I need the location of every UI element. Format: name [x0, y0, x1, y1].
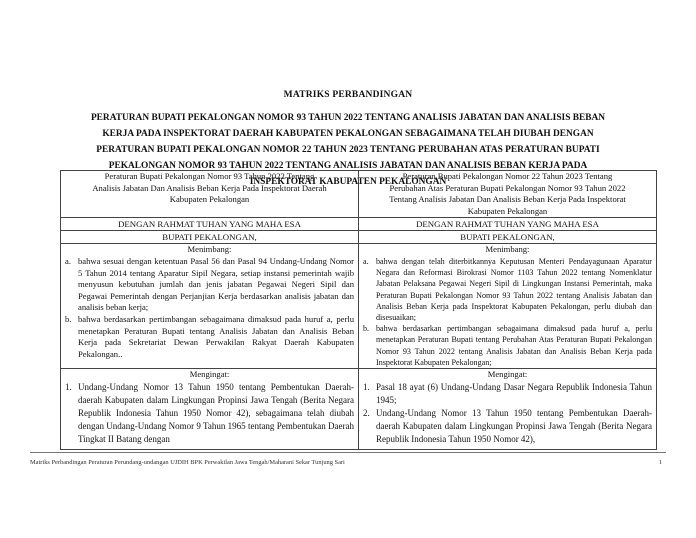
document-title: MATRIKS PERBANDINGAN	[283, 90, 413, 100]
title-line: Kabupaten Pekalongan	[169, 194, 250, 205]
list-item-text: bahwa sesuai dengan ketentuan Pasal 56 dan Pasal 94 Undang-Undang Nomor 5 Tahun 2014 tentang Aparatur Sipil Negara, setiap instansi pemerintah wajib menyusun kebutuhan jumlah dan jenis jabatan Pegawai Negeri Sipil dan Pegawai Pemerintah dengan Perjanjian Kerja berdasarkan analisis jabatan dan analisis beban kerja;	[78, 255, 354, 313]
menimbang-label: Menimbang:	[187, 244, 232, 255]
left-mengingat	[61, 369, 359, 450]
list-item-text: Undang-Undang Nomor 13 Tahun 1950 tentang Pembentukan Daerah-daerah Kabupaten dalam Lingkungan Propinsi Jawa Tengah (Berita Negara Republik Indonesia Tahun 1950 Nomor 42), sebagaimana telah diubah dengan Undang-Undang Nomor 9 Tahun 1965 tentang Pembentukan Daerah Tingkat II Batang dengan	[78, 381, 354, 444]
left-regulation-title	[61, 171, 359, 218]
list-item-text: bahwa berdasarkan pertimbangan sebagaimana dimaksud pada huruf a, perlu menetapkan Peraturan Bupati tentang Perubahan Atas Peraturan Bupati Pekalongan Nomor 93 Tahun 2022 tentang Analisis Jabatan dan Analisis Beban Kerja pada Inspektorat Kabupaten Pekalongan;	[376, 324, 652, 367]
menimbang-list	[65, 256, 354, 360]
right-mengingat	[359, 369, 657, 450]
subtitle-line: PEKALONGAN NOMOR 93 TAHUN 2022 TENTANG ANALISIS JABATAN DAN ANALISIS BEBAN KERJA PADA	[108, 161, 588, 171]
mengingat-row	[61, 369, 657, 450]
list-marker: 2.	[363, 407, 370, 418]
mengingat-label: Mengingat:	[189, 369, 230, 379]
list-item-text: bahwa berdasarkan pertimbangan sebagaimana dimaksud pada huruf a, perlu menetapkan Peraturan Bupati tentang Analisis Jabatan dan Analisis Beban Kerja pada Sekretariat Dewan Perwakilan Rakyat Daerah Kabupaten Pekalongan..	[78, 313, 354, 359]
right-rahmat: DENGAN RAHMAT TUHAN YANG MAHA ESA	[359, 218, 657, 231]
right-regulation-title	[359, 171, 657, 218]
title-line: Peraturan Bupati Pekalongan Nomor 93 Tahun 2022 Tentang	[104, 171, 315, 181]
list-item-text: bahwa dengan telah diterbitkannya Keputusan Menteri Pendayagunaan Aparatur Negara dan Reformasi Birokrasi Nomor 1103 Tahun 2022 tentang Nomenklatur Jabatan Pelaksana Pegawai Negeri Sipil di Lingkungan Instansi Pemerintah, maka Peraturan Bupati Pekalongan Nomor 93 Tahun 2022 tentang Analisis Jabatan dan Analisis Beban Kerja pada Inspektorat Kabupaten Pekalongan, perlu diubah dan disesuaikan;	[376, 256, 652, 322]
list-item	[363, 323, 652, 368]
footer-text: Matriks Perbandingan Peraturan Perundang-undangan UJDIH BPK Perwakilan Jawa Tengah/Maharani Sekar Tunjung Sari	[30, 459, 345, 466]
bupati-row	[61, 231, 657, 244]
list-marker: b.	[363, 324, 370, 334]
title-line: Tentang Analisis Jabatan Dan Analisis Beban Kerja Pada Inspektorat	[389, 194, 626, 205]
list-item-text: Undang-Undang Nomor 13 Tahun 1950 tentang Pembentukan Daerah-daerah Kabupaten dalam Lingkungan Propinsi Jawa Tengah (Berita Negara Republik Indonesia Tahun 1950 Nomor 42),	[376, 407, 652, 444]
menimbang-row	[61, 244, 657, 369]
list-item-text: Pasal 18 ayat (6) Undang-Undang Dasar Negara Republik Indonesia Tahun 1945;	[376, 381, 652, 405]
list-item	[363, 407, 652, 446]
title-line: Peraturan Bupati Pekalongan Nomor 22 Tahun 2023 Tentang	[402, 171, 613, 181]
list-item	[65, 381, 354, 446]
title-line: Analisis Jabatan Dan Analisis Beban Kerja Pada Inspektorat Daerah	[92, 182, 327, 193]
left-rahmat: DENGAN RAHMAT TUHAN YANG MAHA ESA	[61, 218, 359, 231]
footer-divider	[30, 452, 666, 453]
list-marker: 1.	[65, 381, 72, 392]
left-bupati: BUPATI PEKALONGAN,	[61, 231, 359, 244]
right-menimbang	[359, 244, 657, 369]
list-marker: a.	[65, 255, 71, 266]
page-number: 1	[659, 459, 663, 466]
list-marker: 1.	[363, 381, 370, 392]
list-item	[363, 381, 652, 407]
list-marker: a.	[363, 256, 369, 266]
mengingat-list	[363, 381, 652, 446]
regulation-title-row	[61, 171, 657, 218]
mengingat-label: Mengingat:	[487, 369, 528, 379]
subtitle-line: INSPEKTORAT KABUPATEN PEKALONGAN	[249, 177, 447, 187]
rahmat-row	[61, 218, 657, 231]
menimbang-label: Menimbang:	[485, 244, 530, 255]
subtitle-line: PERATURAN BUPATI PEKALONGAN NOMOR 93 TAHUN 2022 TENTANG ANALISIS JABATAN DAN ANALISIS BEBAN	[90, 113, 606, 123]
comparison-table	[60, 170, 657, 450]
list-item	[65, 256, 354, 314]
list-marker: b.	[65, 313, 72, 324]
left-menimbang	[61, 244, 359, 369]
list-item	[65, 314, 354, 360]
subtitle-line: PERATURAN BUPATI PEKALONGAN NOMOR 22 TAHUN 2023 TENTANG PERUBAHAN ATAS PERATURAN BUPATI	[96, 145, 600, 155]
title-line: Kabupaten Pekalongan	[467, 205, 548, 216]
list-item	[363, 256, 652, 323]
title-line: Perubahan Atas Peraturan Bupati Pekalongan Nomor 93 Tahun 2022	[389, 182, 626, 193]
mengingat-list	[65, 381, 354, 446]
subtitle-line: KERJA PADA INSPEKTORAT DAERAH KABUPATEN PEKALONGAN SEBAGAIMANA TELAH DIUBAH DENGAN	[102, 129, 594, 139]
menimbang-list	[363, 256, 652, 368]
right-bupati: BUPATI PEKALONGAN,	[359, 231, 657, 244]
